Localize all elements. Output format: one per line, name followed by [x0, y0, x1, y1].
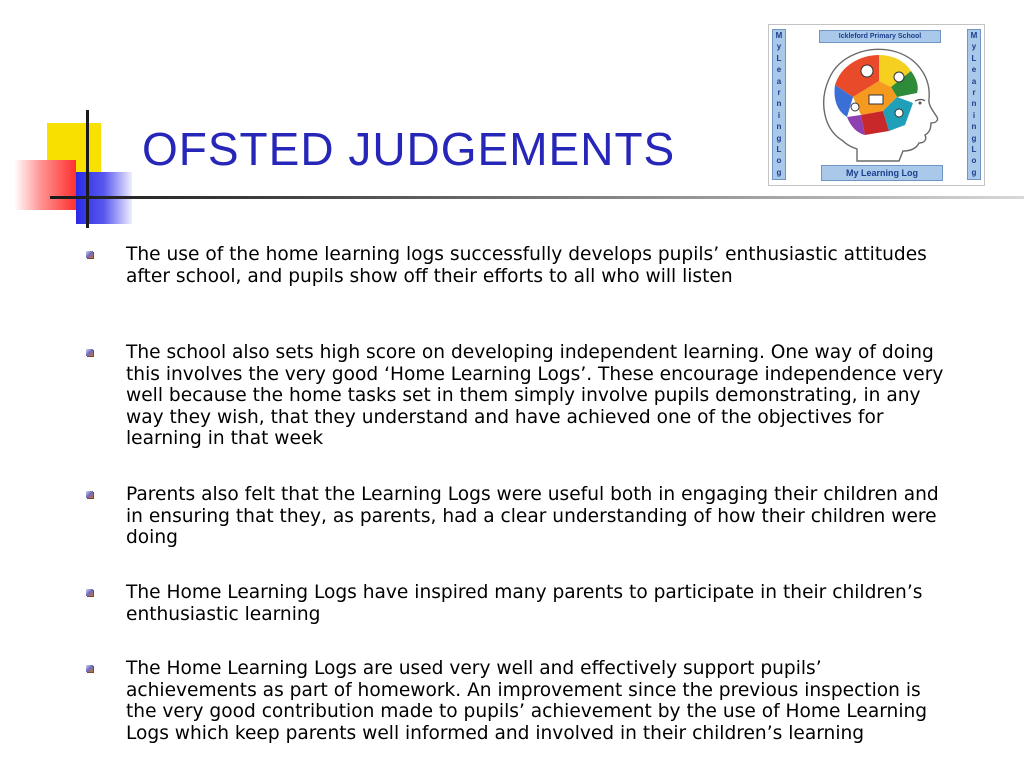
list-item — [86, 342, 946, 450]
logo-school-name: Ickleford Primary School — [819, 30, 941, 43]
logo-side-letter: n — [971, 122, 977, 132]
list-item — [86, 244, 946, 287]
logo-side-letter: n — [971, 99, 977, 109]
list-item — [86, 484, 946, 549]
bullet-text: The Home Learning Logs have inspired many parents to participate in their children’s enthusiastic learning — [126, 582, 923, 625]
logo-side-letter: g — [776, 167, 782, 177]
logo-side-letter: g — [776, 133, 782, 143]
logo-side-letter: L — [776, 53, 782, 63]
logo-side-letter: o — [971, 156, 977, 166]
logo-side-letter: i — [972, 110, 976, 120]
logo-side-letter: i — [777, 110, 781, 120]
bullet-text: The use of the home learning logs successfully develops pupils’ enthusiastic attitudes after school, and pupils show off their efforts to all who will listen — [126, 244, 927, 287]
bullet-icon — [86, 665, 93, 672]
logo-side-letter: r — [777, 88, 781, 98]
logo-side-letter: n — [776, 99, 782, 109]
bullet-icon — [86, 251, 93, 258]
logo-side-letter: y — [776, 42, 782, 52]
logo-artwork — [791, 29, 960, 180]
logo-side-letter: y — [971, 42, 977, 52]
bullet-icon — [86, 349, 93, 356]
list-item — [86, 582, 946, 625]
logo-side-banner-right — [967, 29, 981, 180]
title-underline — [50, 196, 1024, 199]
logo-side-letter: r — [972, 88, 976, 98]
bullet-icon — [86, 589, 93, 596]
learning-log-logo — [768, 24, 985, 186]
logo-side-letter: e — [971, 65, 977, 75]
logo-side-banner-left — [772, 29, 786, 180]
bullet-icon — [86, 491, 93, 498]
decor-red-square — [14, 160, 76, 210]
bullet-text: The school also sets high score on developing independent learning. One way of doing this involves the very good ‘Home Learning Logs’. These encourage independence very well because the home tasks set in them simply involve pupils demonstrating, in any way they wish, that they understand and have achieved one of the objectives for learning in that week — [126, 342, 944, 449]
logo-side-letter: e — [776, 65, 782, 75]
logo-side-letter: a — [971, 76, 977, 86]
logo-side-letter: o — [776, 156, 782, 166]
logo-side-letter: L — [776, 145, 782, 155]
logo-side-letter: a — [776, 76, 782, 86]
logo-side-letter: g — [971, 133, 977, 143]
logo-side-letter: L — [971, 53, 977, 63]
logo-side-letter: n — [776, 122, 782, 132]
slide-title: OFSTED JUDGEMENTS — [142, 123, 676, 175]
bullet-text: Parents also felt that the Learning Logs were useful both in engaging their children and in ensuring that they, as parents, had a clear understanding of how their children were doing — [126, 484, 939, 548]
logo-side-letter: M — [775, 31, 783, 40]
decor-vertical-rule — [86, 110, 89, 228]
head-profile-icon — [813, 41, 943, 163]
list-item — [86, 658, 946, 744]
logo-caption: My Learning Log — [821, 165, 943, 181]
logo-side-letter: M — [970, 31, 978, 40]
bullet-text: The Home Learning Logs are used very well and effectively support pupils’ achievements as part of homework. An improvement since the previous inspection is the very good contribution made to pupils’ achievement by the use of Home Learning Logs which keep parents well informed and involved in their children’s learning — [126, 658, 928, 744]
logo-side-letter: g — [971, 167, 977, 177]
logo-side-letter: L — [971, 145, 977, 155]
